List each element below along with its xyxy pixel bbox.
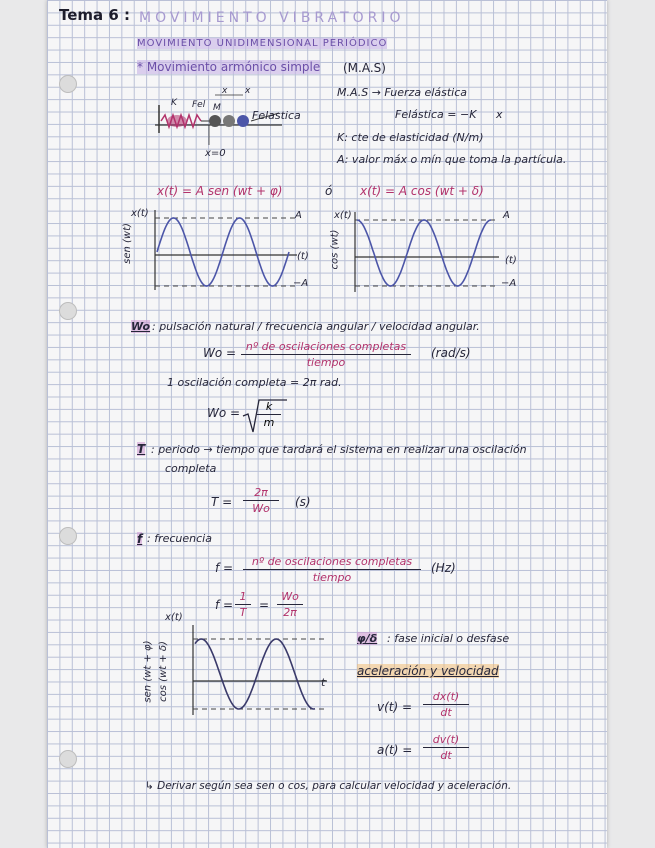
mas-def-1: M.A.S → Fuerza elástica: [337, 86, 468, 99]
period-definition-2: completa: [165, 462, 217, 475]
graph-sin-y-label: x(t): [131, 208, 149, 219]
binder-hole: [59, 75, 77, 93]
spring-k-label: K: [171, 98, 177, 108]
omega-fraction-num: nº de oscilaciones completas: [245, 340, 407, 353]
period-formula-lhs: T =: [211, 495, 233, 509]
period-fraction-den: Wo: [252, 502, 270, 515]
eq-or: ó: [325, 184, 333, 198]
mas-def-3: K: cte de elasticidad (N/m): [337, 131, 484, 144]
velocity-fraction-den: dt: [440, 706, 452, 719]
mas-abbr: (M.A.S): [343, 61, 386, 75]
graph-general-t-label: t: [321, 676, 326, 689]
graph-sin-plot: [147, 210, 317, 290]
graph-cos-curve: [357, 220, 491, 286]
acceleration-fraction: [423, 733, 469, 762]
spring-fel-label: Fel: [192, 100, 206, 110]
page-subtitle: MOVIMIENTO UNIDIMENSIONAL PERIÓDICO: [137, 38, 388, 49]
acceleration-fraction-num: dv(t): [432, 733, 460, 746]
period-unit: (s): [295, 495, 311, 509]
graph-cos-neg-amp-label: −A: [501, 278, 517, 289]
freq-unit: (Hz): [431, 561, 456, 575]
footer-note: ↳ Derivar según sea sen o cos, para calcular velocidad y aceleración.: [145, 780, 512, 792]
acceleration-fraction-den: dt: [440, 749, 452, 762]
freq-fraction-2: [235, 590, 251, 619]
graph-cos-t-label: (t): [505, 255, 517, 266]
freq-formula-lhs-2: f =: [215, 598, 234, 612]
graph-cos-y-label: x(t): [334, 210, 352, 221]
freq-equals: =: [259, 598, 270, 612]
spring-mass-label: M: [213, 103, 221, 113]
spring-felastica-label: Felastica: [252, 109, 301, 122]
graph-sin-neg-amp-label: −A: [293, 278, 309, 289]
graph-cos-amp-label: A: [503, 210, 510, 221]
mas-def-4: A: valor máx o mín que toma la partícula.: [337, 153, 567, 166]
freq-fraction: [243, 555, 421, 584]
graph-sin-axis-label: sen (wt): [121, 223, 133, 264]
eq-cos: x(t) = A cos (wt + δ): [360, 184, 484, 198]
graph-sin-curve: [157, 218, 289, 286]
binder-hole: [59, 750, 77, 768]
freq-fraction-den: tiempo: [312, 571, 352, 584]
graph-sin-amp-label: A: [295, 210, 302, 221]
freq-fraction-3-num: Wo: [281, 590, 299, 603]
omega-full-oscillation: 1 oscilación completa = 2π rad.: [167, 376, 342, 389]
eq-sin: x(t) = A sen (wt + φ): [157, 184, 283, 198]
freq-fraction-3-den: 2π: [283, 606, 297, 619]
graph-general-axis-label-1: sen (wt + φ): [142, 640, 154, 703]
graph-general-plot: [187, 625, 347, 715]
tema-label: Tema 6 :: [59, 6, 131, 24]
acceleration-lhs: a(t) =: [377, 743, 413, 757]
phase-definition: : fase inicial o desfase: [387, 632, 510, 645]
omega-symbol: Wo: [131, 320, 151, 333]
period-fraction: [243, 486, 279, 515]
omega-sqrt-lhs: Wo =: [207, 406, 241, 420]
omega-fraction: [241, 340, 411, 369]
period-fraction-num: 2π: [254, 486, 268, 499]
omega-sqrt-den: m: [263, 416, 275, 429]
period-symbol: T: [137, 442, 146, 456]
omega-formula-lhs: Wo =: [203, 346, 237, 360]
omega-unit: (rad/s): [431, 346, 471, 360]
omega-definition: : pulsación natural / frecuencia angular / velocidad angular.: [152, 320, 480, 333]
omega-sqrt-fraction: [257, 400, 281, 429]
omega-sqrt-num: k: [265, 400, 273, 413]
graph-general-y-label: x(t): [165, 612, 183, 623]
binder-hole: [59, 302, 77, 320]
page-title: MOVIMIENTO VIBRATORIO: [139, 10, 405, 26]
spring-x-label: x: [245, 86, 251, 96]
spring-x-label: x: [222, 86, 228, 96]
mas-def-2-vector: x: [496, 108, 503, 121]
velocity-fraction-num: dx(t): [432, 690, 460, 703]
graph-cos-plot: [349, 212, 509, 292]
freq-fraction-2-num: 1: [239, 590, 247, 603]
freq-symbol: f: [137, 532, 143, 546]
freq-fraction-num: nº de oscilaciones completas: [251, 555, 413, 568]
phase-symbol: φ/δ: [357, 632, 378, 645]
binder-hole: [59, 527, 77, 545]
freq-formula-lhs: f =: [215, 561, 234, 575]
velocity-fraction: [423, 690, 469, 719]
accel-title: aceleración y velocidad: [357, 664, 499, 678]
spring-origin-label: x=0: [205, 148, 226, 159]
graph-sin-t-label: (t): [297, 251, 309, 262]
graph-general-axis-label-2: cos (wt + δ): [157, 641, 169, 702]
notebook-page: [47, 0, 607, 848]
omega-fraction-den: tiempo: [306, 356, 346, 369]
graph-general-curve: [195, 639, 315, 709]
velocity-lhs: v(t) =: [377, 700, 413, 714]
freq-definition: : frecuencia: [147, 532, 212, 545]
mas-title: * Movimiento armónico simple: [137, 60, 321, 74]
freq-fraction-2-den: T: [239, 606, 247, 619]
freq-fraction-3: [277, 590, 303, 619]
period-definition: : periodo → tiempo que tardará el sistema en realizar una oscilación: [151, 443, 527, 456]
graph-cos-axis-label: cos (wt): [329, 229, 341, 270]
mas-def-2: Felástica = −K: [395, 108, 477, 121]
